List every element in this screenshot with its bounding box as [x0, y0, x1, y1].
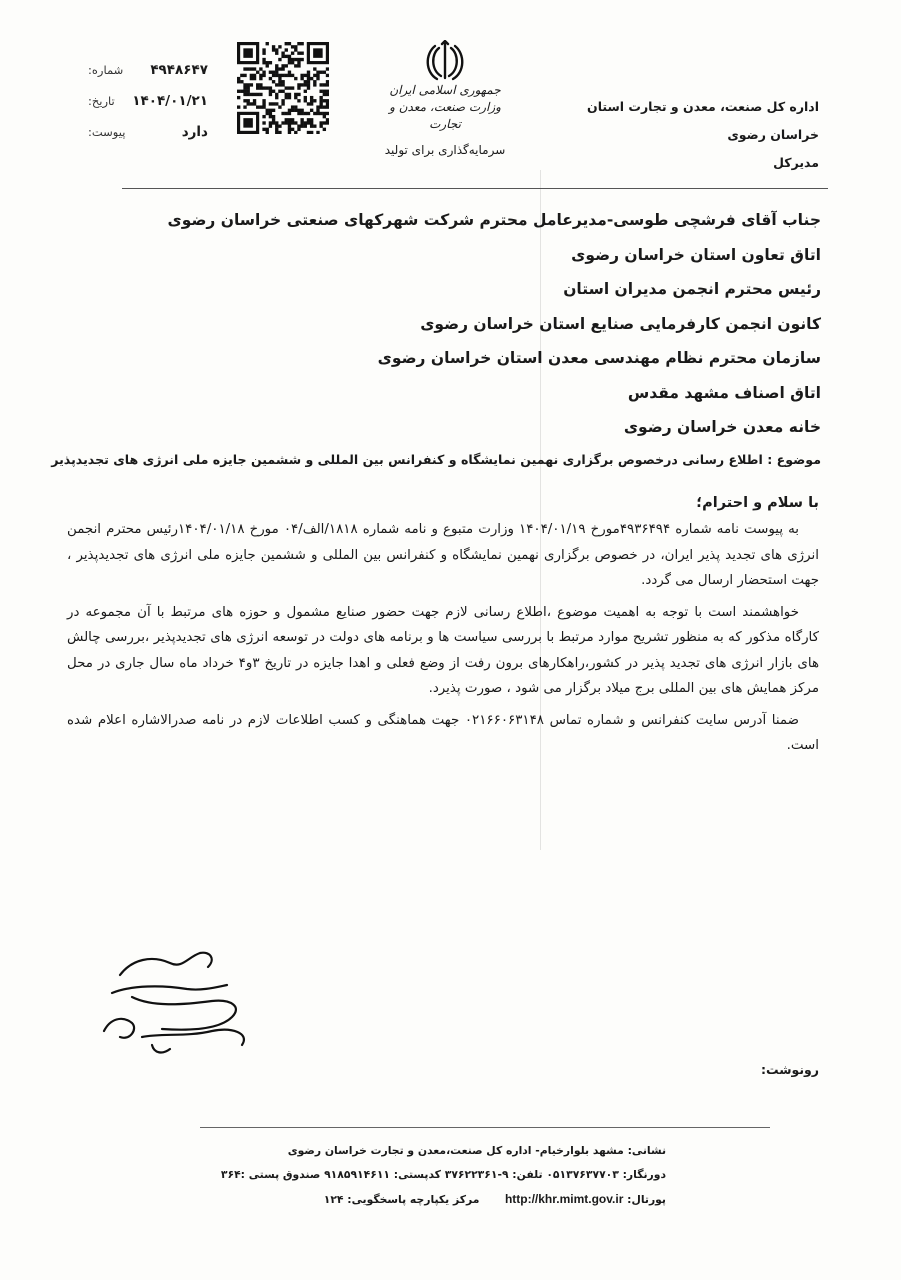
letter-number-label: شماره: — [88, 63, 124, 77]
letter-number-row — [88, 62, 208, 93]
letter-attachment: دارد — [181, 124, 208, 140]
footer — [106, 1139, 666, 1212]
recipient-item: رئیس محترم انجمن مدیران استان — [563, 280, 821, 298]
government-header — [380, 40, 510, 157]
footer-address: نشانی: مشهد بلوارخیام- اداره کل صنعت،معدن و تجارت خراسان رضوی — [287, 1144, 666, 1157]
body-paragraph: خواهشمند است با توجه به اهمیت موضوع ،اطلاع رسانی لازم جهت حضور صنایع مشمول و حوزه های مرتبط با آن مجموعه در کارگاه مذکور که به منظور تشریح موارد مرتبط با بررسی سیاست ها و برنامه های دولت در توسعه انرژی های تجدیدپذیر ،بررسی چالش های بازار انرژی های تجدید پذیر در کشور،راهکارهای برون رفت از وضع فعلی و اهدا جایزه در تاریخ ۳و۴ خرداد ماه سال جاری در محل مرکز همایش های بین المللی برج میلاد برگزار می شود ، صورت پذیرد. — [67, 604, 820, 696]
recipient-item: اتاق اصناف مشهد مقدس — [627, 383, 821, 402]
recipient-item: سازمان محترم نظام مهندسی معدن استان خراسان رضوی — [377, 349, 821, 367]
recipient-item: جناب آقای فرشچی طوسی-مدیرعامل محترم شرکت شهرکهای صنعتی خراسان رضوی — [167, 211, 821, 229]
recipients-list — [121, 203, 821, 445]
qr-code — [237, 42, 329, 134]
government-line-2: وزارت صنعت، معدن و تجارت — [389, 100, 501, 131]
footer-call-center: مرکز یکپارچه پاسخگویی: ۱۲۴ — [323, 1193, 480, 1206]
greeting: با سلام و احترام؛ — [696, 495, 819, 511]
letter-attachment-row — [88, 124, 208, 155]
recipient-item: خانه معدن خراسان رضوی — [623, 418, 821, 436]
footer-divider — [200, 1127, 770, 1128]
letter-number: ۴۹۴۸۶۴۷ — [150, 62, 208, 78]
organization-title: مدیرکل — [773, 155, 819, 170]
government-line-1: جمهوری اسلامی ایران — [389, 83, 501, 97]
header-divider — [122, 188, 828, 189]
organization-block — [559, 93, 819, 177]
letter-date-label: تاریخ: — [88, 94, 115, 108]
letter-date: ۱۴۰۴/۰۱/۲۱ — [132, 93, 208, 109]
letter-date-row — [88, 93, 208, 124]
footer-contact: دورنگار: ۰۵۱۳۷۶۳۷۷۰۳ تلفن: ۹-۳۷۶۲۲۳۶۱ کدپستی: ۹۱۸۵۹۱۴۶۱۱ صندوق پستی :۳۶۴ — [220, 1168, 666, 1181]
letter-attachment-label: پیوست: — [88, 125, 126, 139]
recipient-item: کانون انجمن کارفرمایی صنایع استان خراسان رضوی — [420, 314, 821, 333]
cc-label: رونوشت: — [760, 1062, 819, 1077]
slogan: سرمایه‌گذاری برای تولید — [384, 143, 506, 157]
body-paragraph: به پیوست نامه شماره ۴۹۳۶۴۹۴مورخ ۱۴۰۴/۰۱/۱۹ وزارت متبوع و نامه شماره ۱۸۱۸/الف/۰۴ مورخ ۱۴۰۴/۰۱/۱۸رئیس محترم انجمن انرژی های تجدید پذیر ایران، در خصوص برگزاری نهمین نمایشگاه و کنفرانس بین المللی و ششمین جایزه ملی انرژی های تجدیدپذیر ، جهت استحضار ارسال می گردد. — [67, 522, 819, 588]
qr-code-icon — [237, 42, 329, 134]
organization-name: اداره کل صنعت، معدن و تجارت استان خراسان رضوی — [587, 99, 819, 142]
handwritten-signature — [92, 945, 272, 1065]
letter-subject: موضوع : اطلاع رسانی درخصوص برگزاری نهمین نمایشگاه و کنفرانس بین المللی و ششمین جایزه ملی انرژی های تجدیدپذیر — [51, 452, 821, 467]
letter-body — [67, 517, 819, 765]
footer-portal-label: پورتال: — [627, 1193, 666, 1206]
letter-meta — [88, 62, 208, 155]
footer-portal-row — [106, 1187, 666, 1212]
recipient-item: اتاق تعاون استان خراسان رضوی — [571, 245, 821, 264]
footer-portal-link[interactable]: http://khr.mimt.gov.ir — [504, 1192, 624, 1206]
body-paragraph: ضمنا آدرس سایت کنفرانس و شماره تماس ۰۲۱۶۶۰۶۳۱۴۸ جهت هماهنگی و کسب اطلاعات لازم در نامه صدرالاشاره اعلام شده است. — [67, 712, 819, 753]
iran-emblem-icon — [425, 40, 465, 82]
